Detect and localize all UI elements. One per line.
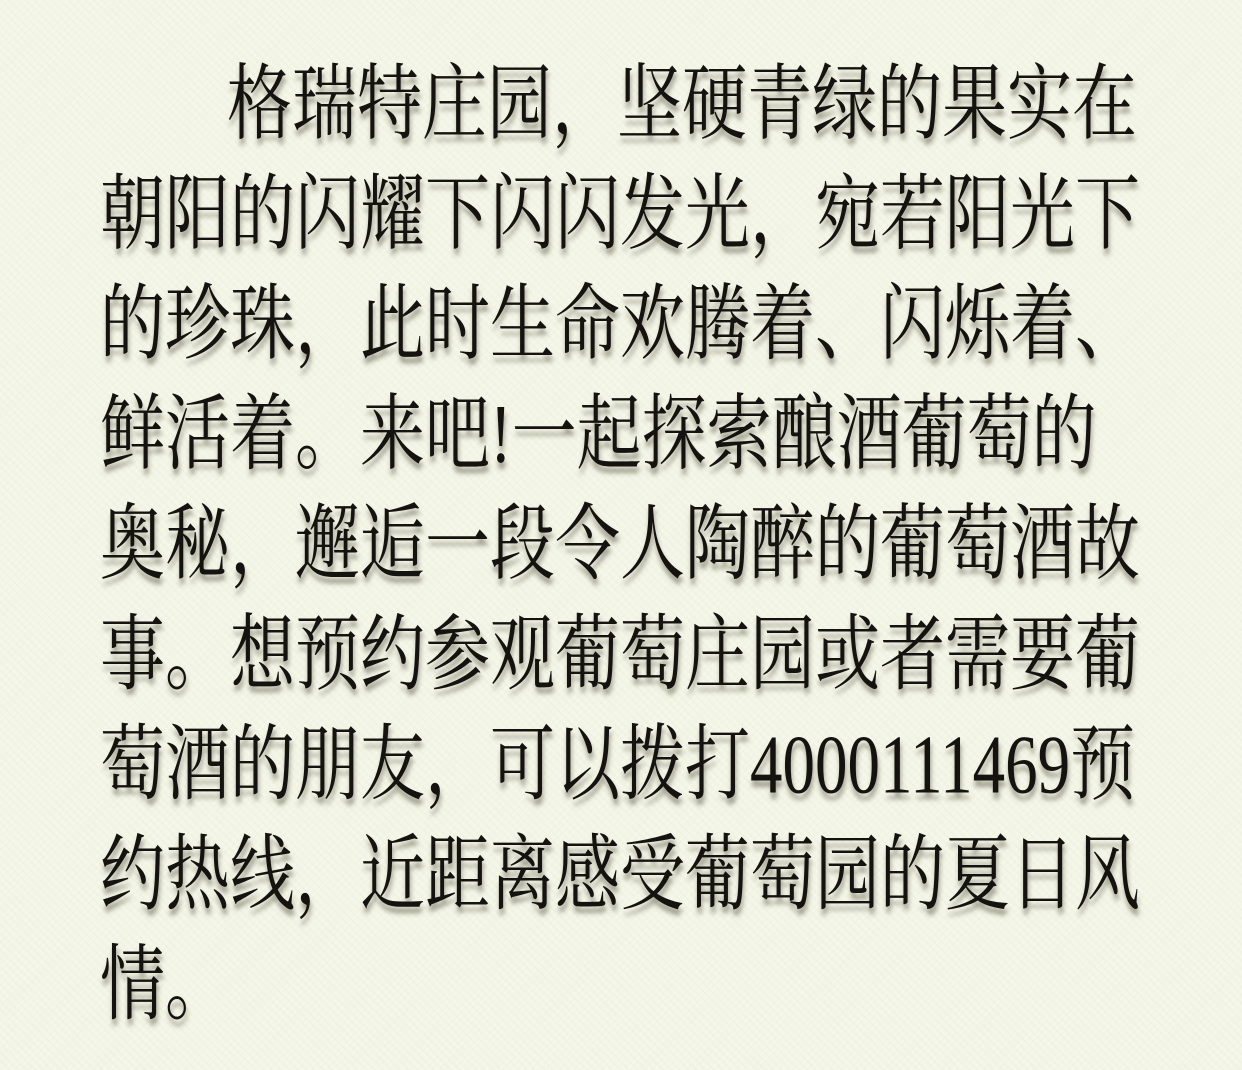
article-text [100,50,1160,1041]
text-line: 约热线，近距离感受葡萄园的夏日风 [100,829,1141,922]
text-line: 的珍珠，此时生命欢腾着、闪烁着、 [100,279,1141,372]
text-line: 事。想预约参观葡萄庄园或者需要葡 [100,609,1141,702]
text-line: 朝阳的闪耀下闪闪发光，宛若阳光下 [100,169,1141,262]
text-line: 情。 [100,939,231,1032]
text-line: 格瑞特庄园，坚硬青绿的果实在 [227,58,1138,152]
text-line-phone: 萄酒的朋友，可以拨打4000111469预 [100,719,1136,812]
text-line: 奥秘，邂逅一段令人陶醉的葡萄酒故 [100,499,1141,592]
text-line: 鲜活着。来吧!一起探索酿酒葡萄的 [100,389,1097,482]
